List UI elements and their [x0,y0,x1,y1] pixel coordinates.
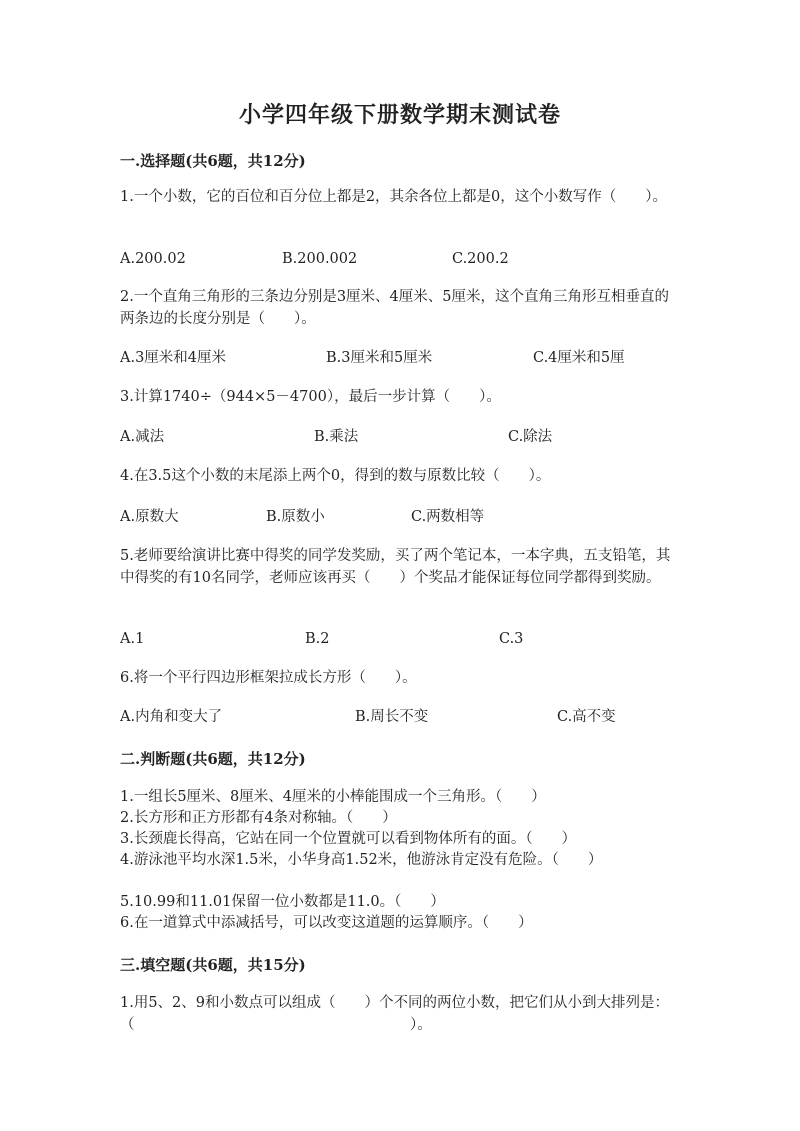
section-heading-choice: 一.选择题(共6题，共12分) [120,152,306,170]
option-b: B.原数小 [266,509,325,525]
question-text: 4.在3.5这个小数的末尾添上两个0，得到的数与原数比较（ ）。 [120,468,551,484]
question-text: 2.一个直角三角形的三条边分别是3厘米、4厘米、5厘米，这个直角三角形互相垂直的两条边的长度分别是（ ）。 [120,289,670,327]
judgment-item: 1.一组长5厘米、8厘米、4厘米的小棒能围成一个三角形。（ ） [120,789,546,805]
option-a: A.减法 [120,429,165,445]
judgment-item: 2.长方形和正方形都有4条对称轴。（ ） [120,810,397,826]
option-a: A.200.02 [120,251,186,267]
option-c: C.3 [499,631,524,647]
page-title: 小学四年级下册数学期末测试卷 [238,102,561,128]
option-c: C.4厘米和5厘 [533,350,625,366]
judgment-item: 5.10.99和11.01保留一位小数都是11.0。（ ） [120,894,445,910]
option-b: B.3厘米和5厘米 [326,350,433,366]
question-text: 3.计算1740÷（944×5－4700），最后一步计算（ ）。 [120,389,501,405]
option-b: B.200.002 [282,251,358,267]
option-b: B.2 [305,631,330,647]
judgment-item: 3.长颈鹿长得高，它站在同一个位置就可以看到物体所有的面。（ ） [120,831,577,847]
question-text: 1.一个小数，它的百位和百分位上都是2，其余各位上都是0，这个小数写作（ ）。 [120,189,668,205]
option-c: C.两数相等 [411,509,485,525]
option-a: A.原数大 [120,509,179,525]
question-text: 6.将一个平行四边形框架拉成长方形（ ）。 [120,670,417,686]
judgment-item: 4.游泳池平均水深1.5米，小华身高1.52米，他游泳肯定没有危险。（ ） [120,852,603,868]
option-b: B.周长不变 [355,709,429,725]
option-c: C.除法 [508,429,553,445]
judgment-item: 6.在一道算式中添减括号，可以改变这道题的运算顺序。（ ） [120,915,533,931]
option-a: A.内角和变大了 [120,709,223,725]
option-b: B.乘法 [314,429,359,445]
option-a: A.1 [120,631,145,647]
question-text: 1.用5、2、9和小数点可以组成（ ）个不同的两位小数，把它们从小到大排列是：（ ）。 [120,995,670,1033]
question-text: 5.老师要给演讲比赛中得奖的同学发奖励，买了两个笔记本，一本字典，五支铅笔，其中得奖的有10名同学，老师应该再买（ ）个奖品才能保证每位同学都得到奖励。 [120,548,671,586]
section-heading-judgment: 二.判断题(共6题，共12分) [120,750,306,768]
section-heading-fill: 三.填空题(共6题，共15分) [120,956,306,974]
option-c: C.200.2 [452,251,509,267]
option-a: A.3厘米和4厘米 [120,350,227,366]
option-c: C.高不变 [557,709,616,725]
